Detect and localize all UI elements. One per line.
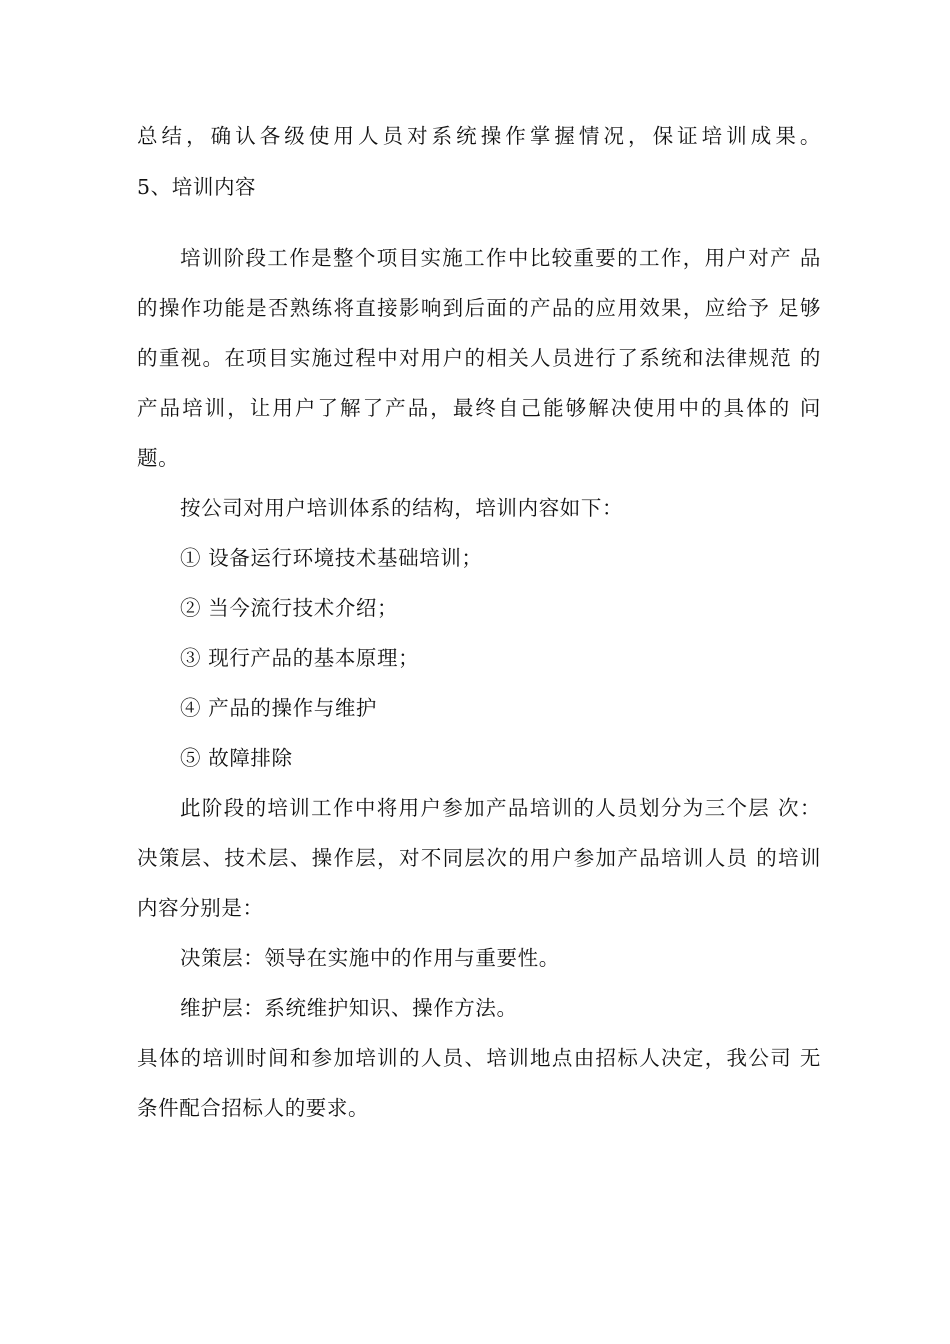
paragraph-line: 维护层：系统维护知识、操作方法。: [180, 996, 518, 1020]
list-item: ① 设备运行环境技术基础培训；: [180, 546, 483, 570]
paragraph-line: 决策层：领导在实施中的作用与重要性。: [180, 946, 560, 970]
paragraph-line: 培训阶段工作是整个项目实施工作中比较重要的工作，用户对产 品: [180, 246, 821, 270]
list-item: ⑤ 故障排除: [180, 746, 293, 770]
list-item: ④ 产品的操作与维护: [180, 696, 378, 720]
paragraph-line: 具体的培训时间和参加培训的人员、培训地点由招标人决定，我公司 无: [137, 1046, 821, 1070]
paragraph-line: 按公司对用户培训体系的结构，培训内容如下：: [180, 496, 624, 520]
list-item: ② 当今流行技术介绍；: [180, 596, 399, 620]
paragraph-line: 的重视。在项目实施过程中对用户的相关人员进行了系统和法律规范 的: [137, 346, 821, 370]
paragraph-line: 的操作功能是否熟练将直接影响到后面的产品的应用效果，应给予 足够: [137, 296, 821, 320]
paragraph-line: 总结，确认各级使用人员对系统操作掌握情况，保证培训成果。: [137, 124, 821, 148]
paragraph-line: 条件配合招标人的要求。: [137, 1096, 370, 1120]
paragraph-line: 内容分别是：: [137, 896, 264, 920]
paragraph-line: 决策层、技术层、操作层，对不同层次的用户参加产品培训人员 的培训: [137, 846, 821, 870]
paragraph-line: 此阶段的培训工作中将用户参加产品培训的人员划分为三个层 次：: [180, 796, 821, 820]
paragraph-line: 题。: [137, 446, 180, 470]
paragraph-line: 产品培训，让用户了解了产品，最终自己能够解决使用中的具体的 问: [137, 396, 821, 420]
section-heading: 5、培训内容: [137, 175, 257, 199]
list-item: ③ 现行产品的基本原理；: [180, 646, 420, 670]
